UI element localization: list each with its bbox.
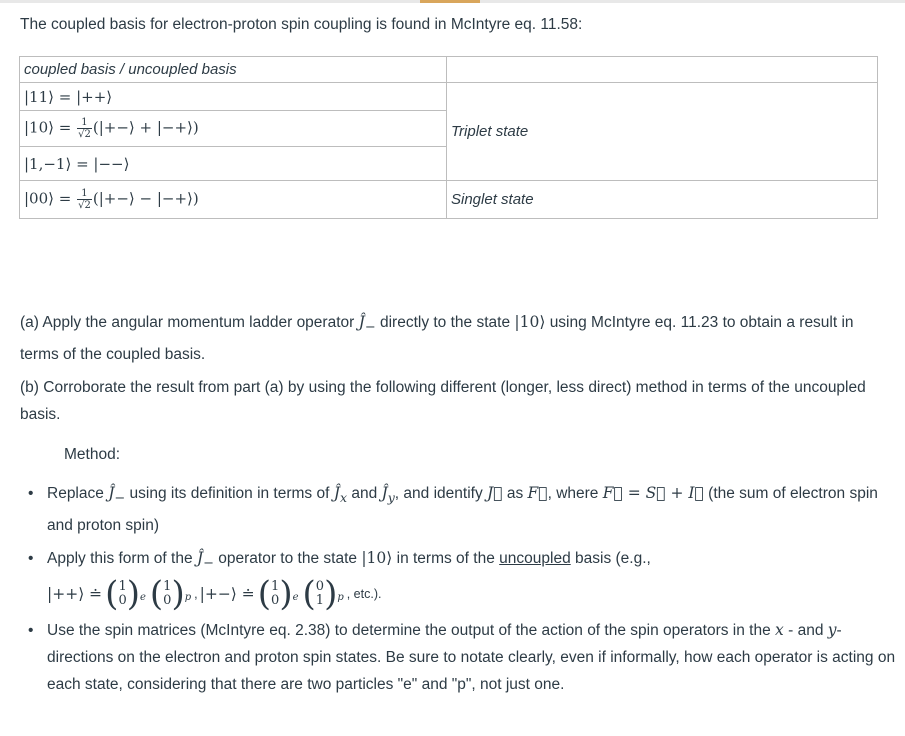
f-vector: F⃗ xyxy=(527,484,548,502)
minus-subscript: − xyxy=(114,491,126,507)
jy-operator: Ĵ xyxy=(381,484,388,502)
j-hat-operator: Ĵ xyxy=(196,549,204,568)
x-symbol: x xyxy=(775,621,784,640)
j-hat-operator: Ĵ xyxy=(108,484,115,502)
column-vector: ( 1 0 ) $_p$ xyxy=(149,574,192,615)
b2-text-4: basis (e.g., xyxy=(575,550,651,568)
triplet-label: Triplet state xyxy=(447,83,878,181)
fraction-num: 1 xyxy=(77,117,92,129)
y-symbol: y xyxy=(827,621,837,640)
state-00 xyxy=(20,181,447,219)
list-item xyxy=(20,480,900,539)
table-row xyxy=(20,181,878,219)
ket-plus-minus: |+−⟩ ≐ xyxy=(199,584,255,603)
state-10-rhs: (|+−⟩ + |−+⟩) xyxy=(92,118,199,137)
fraction-den: √2 xyxy=(78,129,91,140)
j-vector: J⃗ xyxy=(487,484,503,502)
ket-plus-plus: |++⟩ ≐ xyxy=(47,584,103,603)
jx-operator: Ĵ xyxy=(333,484,340,502)
column-vector: ( 1 0 ) $_e$ xyxy=(257,574,299,615)
p-subscript: p xyxy=(184,592,192,604)
part-a xyxy=(20,309,890,368)
fraction xyxy=(77,188,92,211)
table-header-cell-empty xyxy=(447,57,878,83)
method-label: Method: xyxy=(64,446,121,463)
etc-text: , etc.). xyxy=(346,586,382,601)
singlet-label: Singlet state xyxy=(447,181,878,219)
state-11: |11⟩ = |++⟩ xyxy=(20,83,447,111)
bullet-icon: • xyxy=(28,485,34,502)
x-subscript: x xyxy=(339,490,348,506)
state-1-minus1: |1,−1⟩ = |−−⟩ xyxy=(20,147,447,181)
b3-text-1: Use the spin matrices (McIntyre eq. 2.38) to determine the output of the action of the spin operators in the xyxy=(47,622,771,640)
top-border xyxy=(0,0,905,3)
intro-text: The coupled basis for electron-proton spin coupling is found in McIntyre eq. 11.58: xyxy=(20,16,583,33)
fraction-num: 1 xyxy=(77,188,92,200)
b1-text-3: and xyxy=(351,485,378,502)
top-accent xyxy=(420,0,480,3)
fraction-den: √2 xyxy=(78,200,91,211)
b1-text-6: , where xyxy=(547,485,599,502)
part-b: (b) Corroborate the result from part (a) by using the following different (longer, less direct) method in terms of the uncoupled basis. xyxy=(20,379,866,423)
part-a-text-3: using McIntyre eq. 11.23 to obtain a result in terms of the coupled basis. xyxy=(20,314,854,364)
uncoupled-underlined: uncoupled xyxy=(499,550,571,568)
e-subscript: e xyxy=(139,592,146,604)
table-header-row xyxy=(20,57,878,83)
column-vector: ( 1 0 ) $_e$ xyxy=(105,574,146,615)
p-subscript: p xyxy=(337,592,344,604)
b1-text-2: using its definition in terms of xyxy=(129,485,330,502)
table-header-cell: coupled basis / uncoupled basis xyxy=(20,57,447,83)
ket-10: |10⟩ xyxy=(361,549,393,568)
b2-text-2: operator to the state xyxy=(218,550,357,568)
part-a-text-2: directly to the state xyxy=(379,314,511,331)
bullet-icon: • xyxy=(28,622,34,640)
example-vectors xyxy=(47,574,382,615)
fraction xyxy=(77,117,92,140)
method-list xyxy=(20,480,900,704)
state-00-lhs: |00⟩ = xyxy=(24,189,72,208)
minus-subscript: − xyxy=(203,556,214,572)
f-sum-equation: F⃗ = S⃗ + I⃗ xyxy=(602,484,704,502)
b2-text-3: in terms of the xyxy=(396,550,495,568)
b1-text-4: , and identify xyxy=(394,485,483,502)
part-a-text-1: (a) Apply the angular momentum ladder operator xyxy=(20,314,355,331)
ket-10: |10⟩ xyxy=(514,313,546,331)
column-vector: ( 0 1 ) $_p$ xyxy=(302,574,344,615)
separator: , xyxy=(194,586,198,601)
y-subscript: y xyxy=(387,490,395,506)
b3-text-2: - and xyxy=(788,622,824,640)
state-00-rhs: (|+−⟩ − |−+⟩) xyxy=(92,189,199,208)
coupled-basis-table xyxy=(19,56,878,219)
bullet-icon: • xyxy=(28,550,34,568)
b3-text-3: - directions on the electron and proton spin states. Be sure to notate clearly, even if informally, how each operator is acting on each state, considering that there are two particles "e" and "p", not just one. xyxy=(47,622,896,694)
state-10 xyxy=(20,111,447,147)
table-row xyxy=(20,83,878,111)
b1-text-5: as xyxy=(506,485,524,502)
minus-subscript: − xyxy=(364,320,376,336)
e-subscript: e xyxy=(292,592,299,604)
b1-text-7: (the sum of electron spin and proton spin) xyxy=(47,485,878,535)
list-item xyxy=(20,617,900,698)
b1-text-1: Replace xyxy=(47,485,104,502)
list-item xyxy=(20,545,900,615)
b2-text-1: Apply this form of the xyxy=(47,550,193,568)
state-10-lhs: |10⟩ = xyxy=(24,118,72,137)
j-hat-operator: Ĵ xyxy=(358,313,365,331)
